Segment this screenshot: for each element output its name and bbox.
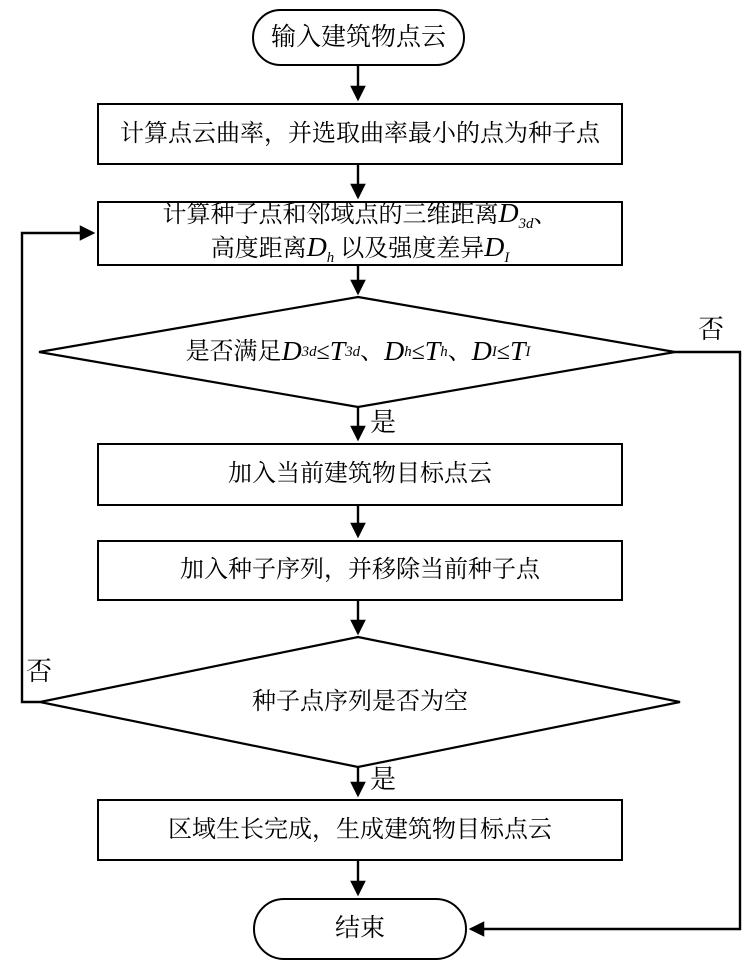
start-node [252, 9, 465, 66]
empty-yes-label: 是 [370, 765, 397, 794]
start-label: 输入建筑物点云 [270, 23, 446, 51]
add-seed-label: 加入种子序列，并移除当前种子点 [180, 557, 540, 584]
compute-curvature-label: 计算点云曲率，并选取曲率最小的点为种子点 [120, 120, 600, 147]
compute-distances-line2: 高度距离$D_h$ 以及强度差异$D_I$ [210, 231, 510, 266]
region-complete-box [97, 799, 623, 861]
end-label: 结束 [334, 915, 385, 942]
end-node [253, 898, 467, 960]
edge-empty-no [22, 233, 93, 702]
empty-no-label: 否 [26, 657, 53, 686]
compute-distances-box [97, 197, 623, 266]
threshold-decision-text: 是否满足 D 3d ≤ T 3d 、 D h ≤ T h 、 D I ≤ T I [185, 336, 531, 368]
add-target-label: 加入当前建筑物目标点云 [228, 461, 492, 488]
compute-distances-line1: 计算种子点和邻域点的三维距离$D_{3d}$、 [162, 197, 558, 232]
compute-curvature-box [97, 103, 623, 165]
threshold-no-label: 否 [698, 315, 725, 344]
add-target-box [97, 443, 623, 506]
empty-decision-text: 种子点序列是否为空 [252, 689, 468, 715]
add-seed-box [97, 540, 623, 601]
region-complete-label: 区域生长完成，生成建筑物目标点云 [168, 816, 552, 843]
threshold-yes-label: 是 [370, 408, 397, 437]
